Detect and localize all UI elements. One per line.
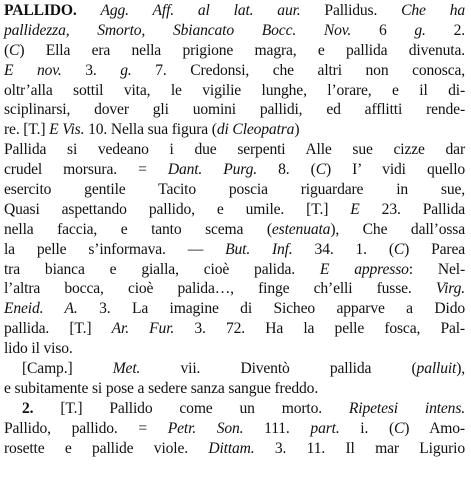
text-span: 2. (425, 21, 465, 39)
text-line (4, 279, 465, 299)
italic-span: C (315, 161, 326, 179)
text-span: ) Ella era nella prigione magra, e pallida divenuta. (19, 41, 465, 59)
text-line (4, 81, 465, 101)
text-span: tra bianca e gialla, cioè palida. (4, 260, 320, 278)
text-span: pallida. [T.] (4, 320, 112, 338)
italic-span: But. Inf. (225, 240, 293, 258)
italic-span: E Vis. (49, 121, 85, 139)
text-span: nella faccia, e tanto scema ( (4, 220, 272, 238)
text-line (4, 419, 465, 439)
text-span: 8. ( (257, 161, 316, 179)
italic-span: C (394, 419, 405, 437)
italic-span: E nov. (4, 61, 62, 79)
text-span: 111. (243, 419, 311, 437)
text-span: [Camp.] (22, 360, 113, 378)
text-line (4, 399, 465, 419)
text-span: Pallidus. (300, 2, 402, 19)
text-span: 23. Pallida (359, 200, 465, 218)
italic-span: Eneid. A. (4, 300, 78, 318)
text-span: 10. Nella sua figura ( (84, 121, 217, 139)
text-span: 6 (351, 21, 415, 39)
text-span: lido il viso. (4, 340, 73, 358)
text-line (4, 41, 465, 61)
text-line (4, 61, 465, 81)
italic-span: Virg. (435, 280, 465, 298)
text-span: esercito gentile Tacito poscia riguardare in sue, (4, 181, 465, 199)
text-span: sciplinarsi, dover gli uomini pallidi, ed afflitti rende- (4, 101, 465, 119)
italic-span: Petr. Son. (167, 419, 244, 437)
text-span: 7. Credonsi, che altri non conosca, (131, 61, 465, 79)
text-line (4, 180, 465, 200)
italic-span: Ripetesi intens. (348, 399, 465, 417)
text-line (4, 220, 465, 240)
bold-span: PALLIDO. (4, 2, 77, 19)
text-line (4, 240, 465, 260)
italic-span: E appresso (319, 260, 409, 278)
italic-span: estenuata (271, 220, 331, 238)
italic-span: di Cleopatra (216, 121, 295, 139)
italic-span: C (393, 240, 405, 258)
text-span: Pallido, pallido. = (4, 419, 168, 437)
text-line (4, 379, 465, 399)
text-line (4, 200, 465, 220)
text-span: 3. 72. Ha la pelle fosca, Pal- (174, 320, 465, 338)
text-line (4, 100, 465, 120)
text-span: Pallida si vedeano i due serpenti Alle sue cizze dar (4, 141, 465, 159)
text-line (4, 160, 465, 180)
text-line (4, 339, 465, 359)
text-span: : Nel- (408, 260, 465, 278)
italic-span: Met. (112, 360, 141, 378)
text-span: e subitamente si pose a sedere sanza sangue freddo. (4, 379, 319, 397)
italic-span: pallidezza, Smorto, Sbiancato Bocc. Nov. (4, 21, 352, 39)
text-span: crudel morsura. = (4, 161, 168, 179)
italic-span: Dittam. (208, 439, 255, 457)
italic-span: Che ha (401, 2, 465, 19)
text-span: ) (294, 121, 300, 139)
entry-text-block (4, 1, 465, 458)
text-span: 3. (61, 61, 121, 79)
text-line (4, 359, 465, 379)
text-span: ), Che dall’ossa (330, 220, 466, 238)
text-span: i. ( (339, 419, 395, 437)
italic-span: Agg. Aff. al lat. aur. (100, 2, 301, 19)
text-span: ), (456, 360, 466, 378)
text-span: 34. 1. ( (292, 240, 394, 258)
text-span: ) Amo- (404, 419, 465, 437)
text-span: 3. La imagine di Sicheo apparve a Dido (77, 300, 465, 318)
text-span: re. [T.] (4, 121, 50, 139)
text-line (4, 21, 465, 41)
italic-span: Ar. Fur. (111, 320, 175, 338)
italic-span: g. (414, 21, 426, 39)
text-line (4, 319, 465, 339)
bold-span: 2. (22, 399, 34, 417)
text-line (4, 439, 465, 459)
text-line (4, 140, 465, 160)
text-line (4, 299, 465, 319)
text-span (77, 2, 101, 19)
text-line (4, 120, 465, 140)
text-span: ) Parea (404, 240, 466, 258)
text-span: la pelle s’informava. — (4, 240, 226, 258)
italic-span: Dant. Purg. (167, 161, 258, 179)
italic-span: g. (120, 61, 132, 79)
text-span: vii. Diventò pallida ( (140, 360, 417, 378)
text-span: [T.] Pallido come un morto. (33, 399, 349, 417)
italic-span: part. (310, 419, 340, 437)
text-span: 3. 11. Il mar Ligurio (254, 439, 466, 457)
text-span: l’altra bocca, cioè palida…, finge ch’elli fusse. (4, 280, 436, 298)
text-line (4, 260, 465, 280)
italic-span: E (350, 200, 360, 218)
italic-span: C (9, 41, 20, 59)
text-span: Quasi aspettando pallido, e umile. [T.] (4, 200, 351, 218)
text-line (4, 1, 465, 21)
text-span: ( (4, 41, 10, 59)
text-span: ) I’ vidi quello (325, 161, 466, 179)
italic-span: palluit (416, 360, 457, 378)
text-span: oltr’alla sottil vita, le vigilie lunghe, l’orare, e il di- (4, 81, 465, 99)
text-span: rosette e pallide viole. (4, 439, 209, 457)
